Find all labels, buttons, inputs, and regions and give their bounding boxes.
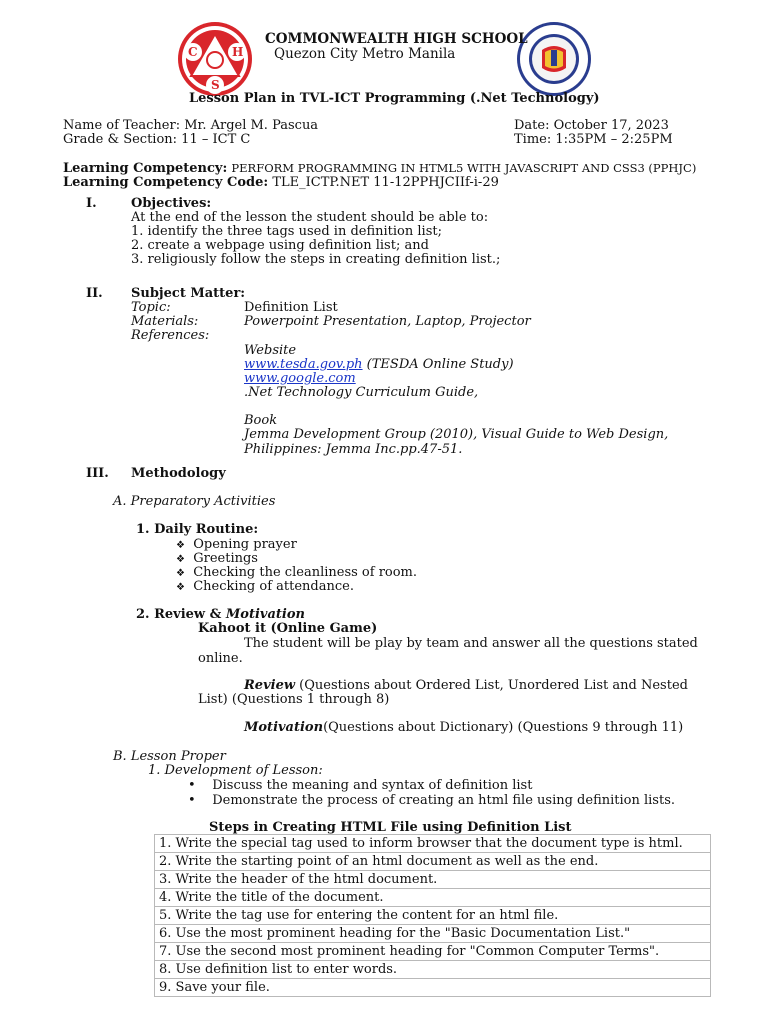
steps-table <box>154 834 711 997</box>
topic-value: Definition List <box>244 300 338 315</box>
review-line <box>244 678 688 693</box>
step-cell: 9. Save your file. <box>155 979 711 997</box>
references-label: References: <box>131 328 210 343</box>
motivation-heading-part: Motivation <box>225 607 305 622</box>
competency-code-label: Learning Competency Code: <box>63 175 269 190</box>
materials-label: Materials: <box>131 314 199 329</box>
table-row <box>155 961 711 979</box>
logo-letter-h: H <box>232 45 244 59</box>
reference-link-line <box>244 357 514 372</box>
step-cell: 3. Write the header of the html document. <box>155 871 711 889</box>
step-cell: 7. Use the second most prominent heading for "Common Computer Terms". <box>155 943 711 961</box>
subject-numeral: II. <box>86 286 103 301</box>
table-row <box>155 925 711 943</box>
time-line: Time: 1:35PM – 2:25PM <box>514 132 673 147</box>
page-title: Lesson Plan in TVL-ICT Programming (.Net Technology) <box>189 91 600 106</box>
tesda-link-note: (TESDA Online Study) <box>362 357 514 372</box>
kahoot-desc: The student will be play by team and answer all the questions stated <box>244 636 698 651</box>
table-row <box>155 889 711 907</box>
step-cell: 8. Use definition list to enter words. <box>155 961 711 979</box>
school-location: Quezon City Metro Manila <box>274 46 456 62</box>
review-motivation-heading <box>136 607 305 622</box>
book-label: Book <box>244 413 278 428</box>
table-row <box>155 907 711 925</box>
diamond-bullet-icon <box>176 537 185 552</box>
diamond-bullet-icon <box>176 579 185 594</box>
step-cell: 1. Write the special tag used to inform browser that the document type is html. <box>155 835 711 853</box>
diamond-bullet-icon <box>176 551 185 566</box>
step-cell: 5. Write the tag use for entering the content for an html file. <box>155 907 711 925</box>
curriculum-guide: .Net Technology Curriculum Guide, <box>244 385 479 400</box>
step-cell: 2. Write the starting point of an html document as well as the end. <box>155 853 711 871</box>
competency-value: PERFORM PROGRAMMING IN HTML5 WITH JAVASCRIPT AND CSS3 (PPHJC) <box>231 161 697 175</box>
step-cell: 6. Use the most prominent heading for the "Basic Documentation List." <box>155 925 711 943</box>
table-row <box>155 835 711 853</box>
methodology-heading: Methodology <box>131 466 226 481</box>
grade-line: Grade & Section: 11 – ICT C <box>63 132 251 147</box>
objectives-heading: Objectives: <box>131 196 212 211</box>
kahoot-heading: Kahoot it (Online Game) <box>198 621 378 636</box>
motivation-line <box>244 720 683 735</box>
routine-item-label: Checking the cleanliness of room. <box>193 565 418 580</box>
objectives-intro: At the end of the lesson the student should be able to: <box>131 210 489 225</box>
steps-heading: Steps in Creating HTML File using Definition List <box>209 820 572 835</box>
competency-code-value: TLE_ICTP.NET 11-12PPHJCIIf-i-29 <box>272 175 499 190</box>
objective-item: 1. identify the three tags used in definition list; <box>131 224 442 239</box>
development-heading: 1. Development of Lesson: <box>148 763 323 778</box>
kahoot-desc: online. <box>198 651 243 666</box>
review-line-2: List) (Questions 1 through 8) <box>198 692 390 707</box>
review-text: (Questions about Ordered List, Unordered List and Nested <box>295 678 688 693</box>
table-row <box>155 943 711 961</box>
dev-item-label: Discuss the meaning and syntax of definition list <box>212 778 533 793</box>
logo-letter-c: C <box>188 45 198 59</box>
subject-heading: Subject Matter: <box>131 286 246 301</box>
date-line: Date: October 17, 2023 <box>514 118 669 133</box>
competency-label: Learning Competency: <box>63 161 228 176</box>
table-row <box>155 853 711 871</box>
website-label: Website <box>244 343 297 358</box>
dev-item: • Demonstrate the process of creating an html file using definition lists. <box>188 793 676 808</box>
motivation-text: (Questions about Dictionary) (Questions 9 through 11) <box>323 720 684 735</box>
dev-item-label: Demonstrate the process of creating an html file using definition lists. <box>212 793 676 808</box>
step-cell: 4. Write the title of the document. <box>155 889 711 907</box>
review-heading-part: 2. Review & <box>136 607 226 622</box>
objective-item: 2. create a webpage using definition list; and <box>131 238 429 253</box>
table-row <box>155 979 711 997</box>
teacher-line: Name of Teacher: Mr. Argel M. Pascua <box>63 118 319 133</box>
daily-routine-heading: 1. Daily Routine: <box>136 522 259 537</box>
review-label: Review <box>244 678 296 693</box>
diamond-bullet-icon <box>176 565 185 580</box>
routine-item-label: Greetings <box>193 551 258 566</box>
dev-item: • Discuss the meaning and syntax of definition list <box>188 778 533 793</box>
logo-letter-s: S <box>211 78 220 92</box>
objectives-numeral: I. <box>86 196 97 211</box>
routine-item <box>176 579 354 595</box>
competency-code-line <box>63 175 499 190</box>
school-name: COMMONWEALTH HIGH SCHOOL <box>265 31 528 47</box>
book-line: Philippines: Jemma Inc.pp.47-51. <box>244 442 463 457</box>
school-logo <box>176 20 254 98</box>
competency-line <box>63 161 696 176</box>
methodology-numeral: III. <box>86 466 109 481</box>
routine-item-label: Checking of attendance. <box>193 579 354 594</box>
objective-item: 3. religiously follow the steps in creating definition list.; <box>131 252 501 267</box>
table-row <box>155 871 711 889</box>
reference-link-line-2 <box>244 371 356 386</box>
topic-label: Topic: <box>131 300 171 315</box>
materials-value: Powerpoint Presentation, Laptop, Projector <box>244 314 531 329</box>
google-link[interactable]: www.google.com <box>244 371 356 386</box>
tesda-link[interactable]: www.tesda.gov.ph <box>244 357 363 372</box>
routine-item-label: Opening prayer <box>193 537 297 552</box>
motivation-label: Motivation <box>244 720 324 735</box>
lesson-proper: B. Lesson Proper <box>113 749 226 764</box>
book-line: Jemma Development Group (2010), Visual Guide to Web Design, <box>244 427 669 442</box>
preparatory-activities: A. Preparatory Activities <box>113 494 276 509</box>
